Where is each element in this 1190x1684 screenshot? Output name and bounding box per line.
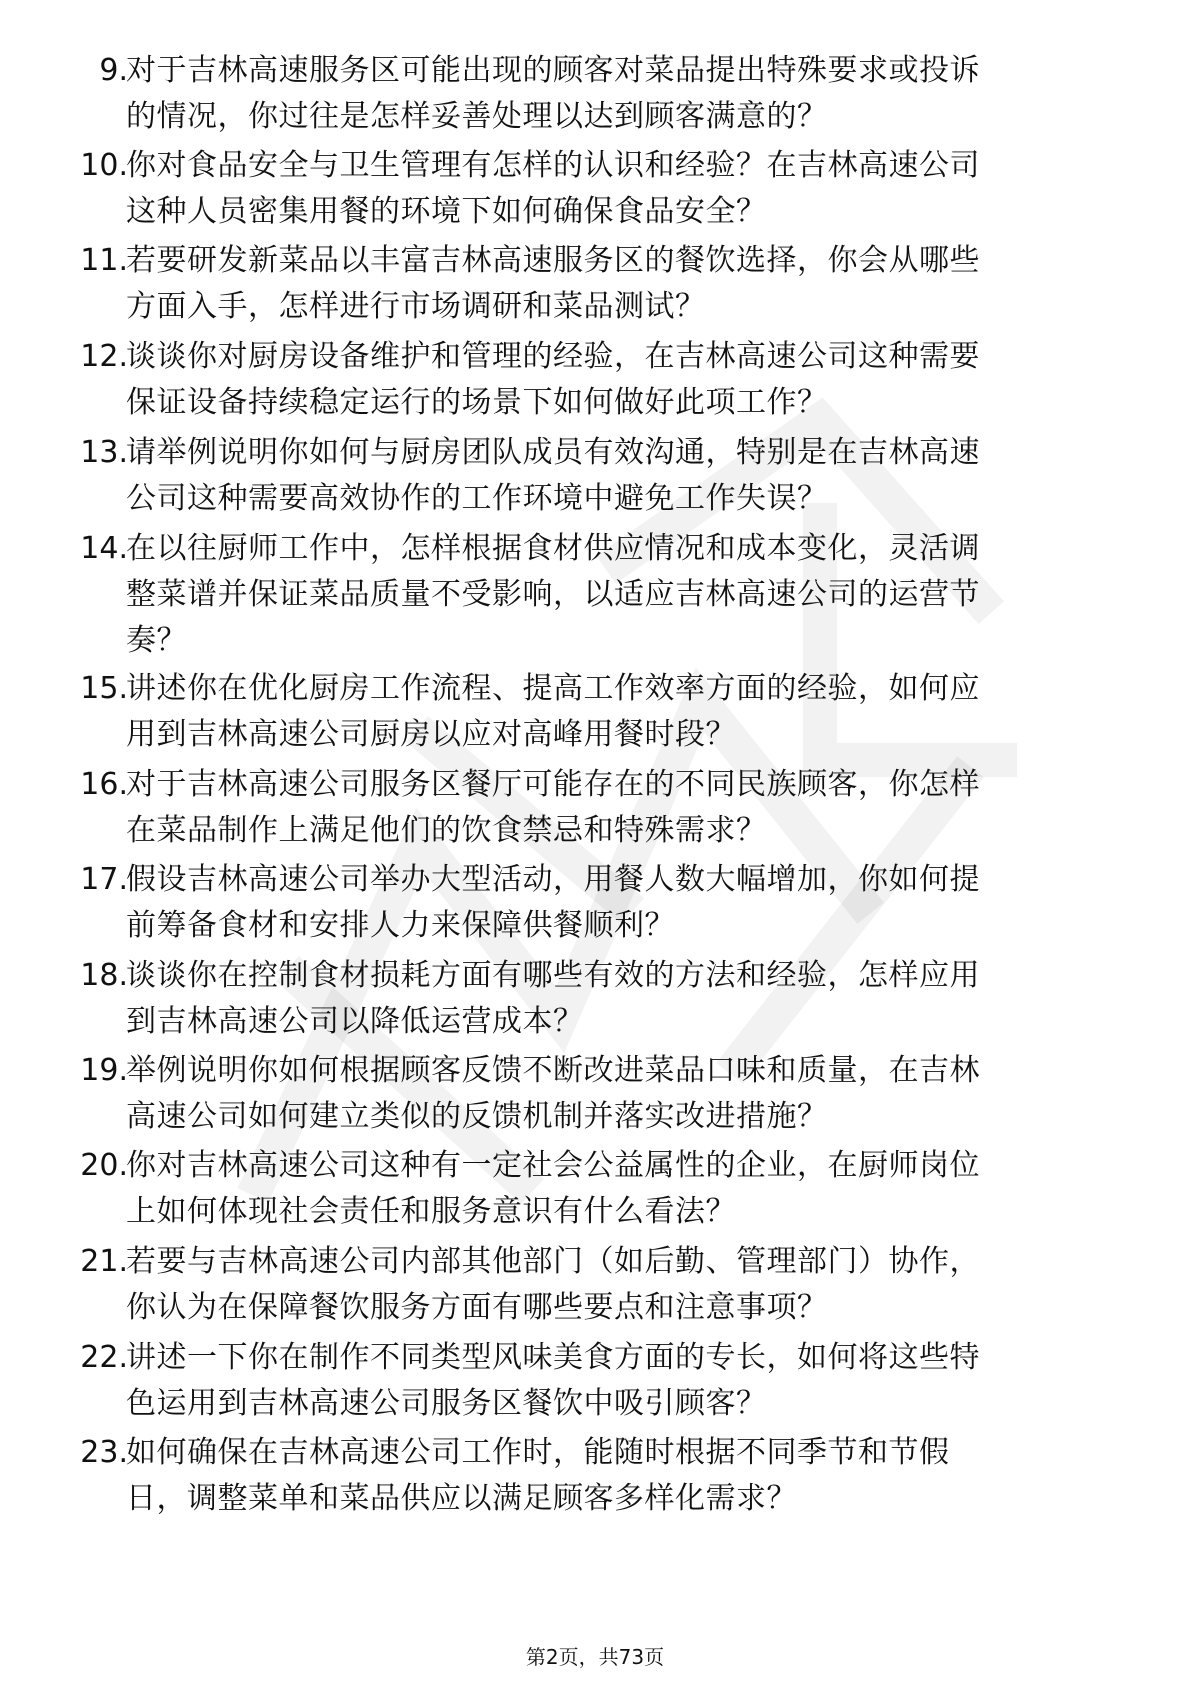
question-text: 对于吉林高速公司服务区餐厅可能存在的不同民族顾客，你怎样 在菜品制作上满足他们的饮食禁忌和特殊需求？ <box>126 767 980 848</box>
question-text: 若要与吉林高速公司内部其他部门（如后勤、管理部门）协作， 你认为在保障餐饮服务方面有哪些要点和注意事项？ <box>126 1244 980 1325</box>
question-text: 举例说明你如何根据顾客反馈不断改进菜品口味和质量，在吉林 高速公司如何建立类似的反馈机制并落实改进措施？ <box>126 1053 980 1134</box>
question-number: 11. <box>80 243 128 278</box>
question-text: 请举例说明你如何与厨房团队成员有效沟通，特别是在吉林高速 公司这种需要高效协作的工作环境中避免工作失误？ <box>126 435 980 516</box>
question-number: 16. <box>80 767 128 802</box>
question-text: 你对食品安全与卫生管理有怎样的认识和经验？在吉林高速公司 这种人员密集用餐的环境下如何确保食品安全？ <box>126 148 980 229</box>
question-text: 讲述你在优化厨房工作流程、提高工作效率方面的经验，如何应 用到吉林高速公司厨房以应对高峰用餐时段？ <box>126 671 980 752</box>
question-number: 17. <box>80 862 128 897</box>
question-number: 23. <box>80 1435 128 1470</box>
question-number: 10. <box>80 148 128 183</box>
question-text: 在以往厨师工作中，怎样根据食材供应情况和成本变化，灵活调 整菜谱并保证菜品质量不受影响，以适应吉林高速公司的运营节 奏？ <box>126 531 980 658</box>
question-number: 18. <box>80 958 128 993</box>
question-number: 12. <box>80 339 128 374</box>
question-text: 若要研发新菜品以丰富吉林高速服务区的餐饮选择，你会从哪些 方面入手，怎样进行市场调研和菜品测试？ <box>126 243 980 324</box>
question-number: 15. <box>80 671 128 706</box>
page-footer: 第2页，共73页 <box>525 1645 665 1669</box>
question-text: 对于吉林高速服务区可能出现的顾客对菜品提出特殊要求或投诉 的情况，你过往是怎样妥善处理以达到顾客满意的？ <box>126 53 980 134</box>
question-number: 14. <box>80 531 128 566</box>
question-text: 讲述一下你在制作不同类型风味美食方面的专长，如何将这些特 色运用到吉林高速公司服务区餐饮中吸引顾客？ <box>126 1340 980 1421</box>
question-text: 你对吉林高速公司这种有一定社会公益属性的企业，在厨师岗位 上如何体现社会责任和服务意识有什么看法？ <box>126 1148 980 1229</box>
question-number: 19. <box>80 1053 128 1088</box>
question-number: 20. <box>80 1148 128 1183</box>
question-number: 22. <box>80 1340 128 1375</box>
question-text: 谈谈你对厨房设备维护和管理的经验，在吉林高速公司这种需要 保证设备持续稳定运行的场景下如何做好此项工作？ <box>126 339 980 420</box>
question-number: 21. <box>80 1244 128 1279</box>
question-text: 假设吉林高速公司举办大型活动，用餐人数大幅增加，你如何提 前筹备食材和安排人力来保障供餐顺利？ <box>126 862 980 943</box>
question-number: 9. <box>99 53 128 88</box>
question-text: 如何确保在吉林高速公司工作时，能随时根据不同季节和节假 日，调整菜单和菜品供应以满足顾客多样化需求？ <box>126 1435 950 1516</box>
question-text: 谈谈你在控制食材损耗方面有哪些有效的方法和经验，怎样应用 到吉林高速公司以降低运营成本？ <box>126 958 980 1039</box>
question-number: 13. <box>80 435 128 470</box>
